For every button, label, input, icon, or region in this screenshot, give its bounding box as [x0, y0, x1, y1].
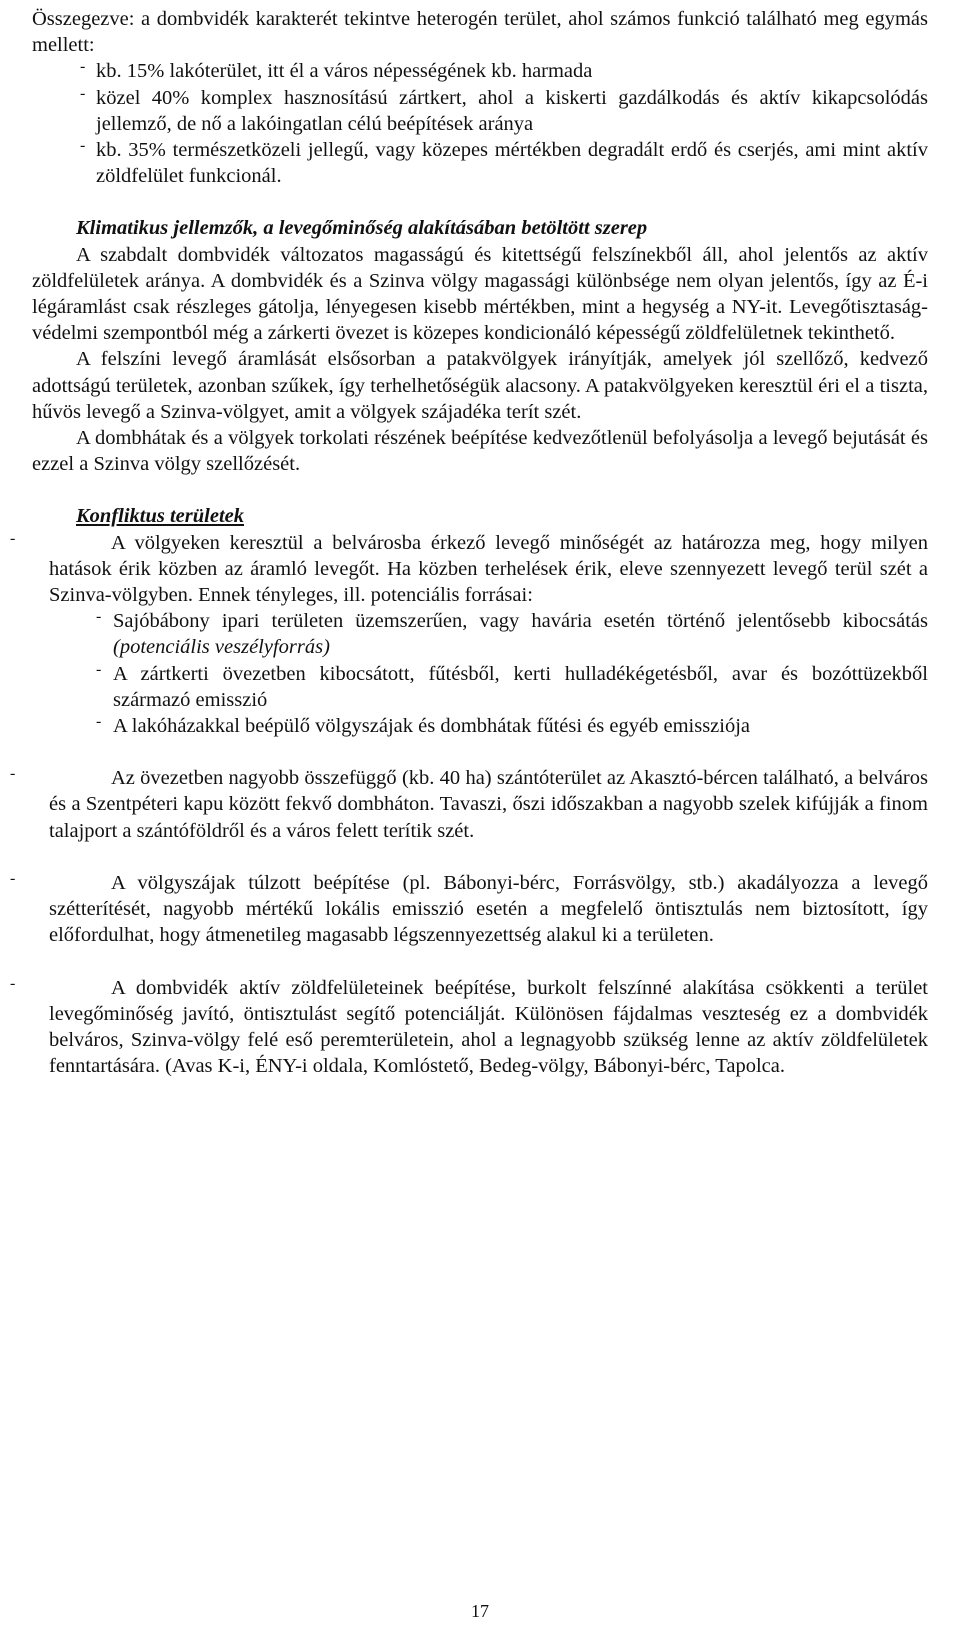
climate-paragraph-1: A szabdalt dombvidék változatos magasságú és kitettségű felszínekből áll, ahol jelentős az aktív zöldfelületek aránya. A dombvidék és a Szinva völgy magassági különbsége nem olyan jelentős, így az É-i légáramlást csak részleges gátolja, lényegesen kisebb mértékben, mint a hegység a NY-it. Levegőtisztaság-védelmi szempontból még a zárkerti övezet is közepes kondicionáló képességű zöldfelületnek tekinthető.: [32, 243, 928, 345]
conflict-item-1: [10, 529, 928, 740]
conflict-sub-item: - A lakóházakkal beépülő völgyszájak és dombhátak fűtési és egyéb emissziója: [49, 713, 928, 739]
conflict-item-text: A völgyeken keresztül a belvárosba érkező levegő minőségét az határozza meg, hogy milyen hatások érik közben az áramló levegőt. Ha közben terhelések érik, eleve szennyezett levegő terül szét a Szinva-völgyben. Ennek tényleges, ill. potenciális forrásai:: [49, 531, 928, 607]
summary-item-text: kb. 35% természetközeli jellegű, vagy közepes mértékben degradált erdő és cserjés, ami mint aktív zöldfelület funkcionál.: [96, 139, 928, 188]
summary-item-text: közel 40% komplex hasznosítású zártkert, ahol a kiskerti gazdálkodás és aktív kikapcsolódás jellemző, de nő a lakóingatlan célú beépítések aránya: [96, 86, 928, 135]
conflict-sub-list: [49, 608, 928, 739]
conflict-item-4: [10, 974, 928, 1080]
conflict-item-2: [10, 765, 928, 844]
conflict-dash: -: [10, 529, 16, 547]
conflict-sub-item-emphasis: (potenciális veszélyforrás): [113, 636, 330, 659]
conflict-dash: -: [10, 974, 16, 992]
climate-heading: Klimatikus jellemzők, a levegőminőség alakításában betöltött szerep: [76, 217, 648, 240]
conflict-item-3: [10, 869, 928, 949]
summary-intro: Összegezve: a dombvidék karakterét tekintve heterogén terület, ahol számos funkció található meg egymás mellett:: [32, 8, 928, 57]
summary-item: - kb. 15% lakóterület, itt él a város népességének kb. harmada: [32, 58, 928, 84]
summary-item: - közel 40% komplex hasznosítású zártkert, ahol a kiskerti gazdálkodás és aktív kikapcsolódás jellemző, de nő a lakóingatlan célú beépítések aránya: [32, 85, 928, 137]
conflict-sub-item-text: Sajóbábony ipari területen üzemszerűen, vagy havária esetén történő jelentősebb kibocsátás: [113, 610, 928, 633]
document-page: [10, 6, 928, 1079]
conflict-item-text: A dombvidék aktív zöldfelületeinek beépítése, burkolt felszínné alakítása csökkenti a terület levegőminőség javító, öntisztulást segítő potenciálját. Különösen fájdalmas veszteség ez a dombvidék belváros, Szinva-völgy felé eső peremterületein, ahol a legnagyobb szükség lenne az aktív zöldfelületek fenntartására. (Avas K-i, ÉNY-i oldala, Komlóstető, Bedeg-völgy, Bábonyi-bérc, Tapolca.: [49, 976, 928, 1078]
conflict-sub-item-text: A lakóházakkal beépülő völgyszájak és dombhátak fűtési és egyéb emissziója: [113, 715, 751, 738]
summary-list: [32, 58, 928, 189]
summary-item-text: kb. 15% lakóterület, itt él a város népességének kb. harmada: [96, 60, 593, 83]
conflict-item-text: Az övezetben nagyobb összefüggő (kb. 40 ha) szántóterület az Akasztó-bércen található, a belváros és a Szentpéteri kapu között fekvő dombháton. Tavaszi, őszi időszakban a nagyobb szelek kifújják a finom talajport a szántóföldről és a város felett terítik szét.: [49, 767, 928, 842]
conflict-dash: -: [10, 765, 16, 783]
conflicts-list: [10, 529, 928, 1080]
conflict-item-text: A völgyszájak túlzott beépítése (pl. Bábonyi-bérc, Forrásvölgy, stb.) akadályozza a levegő szétterítését, nagyobb mértékű lokális emisszió esetén a megfelelő öntisztulás nem biztosított, így előfordulhat, hogy átmenetileg magasabb légszennyezettség alakul ki a területen.: [49, 871, 928, 947]
summary-item: - kb. 35% természetközeli jellegű, vagy közepes mértékben degradált erdő és cserjés, ami mint aktív zöldfelület funkcionál.: [32, 137, 928, 189]
climate-paragraph-2: A felszíni levegő áramlását elsősorban a patakvölgyek irányítják, amelyek jól szellőző, kedvező adottságú területek, azonban szűkek, így terhelhetőségük alacsony. A patakvölgyeken keresztül éri el a tiszta, hűvös levegő a Szinva-völgyet, amit a völgyek szájadéka terít szét.: [32, 348, 928, 423]
climate-paragraph-3: A dombhátak és a völgyek torkolati részének beépítése kedvezőtlenül befolyásolja a levegő bejutását és ezzel a Szinva völgy szellőzését.: [32, 427, 928, 476]
conflict-sub-item-text: A zártkerti övezetben kibocsátott, fűtésből, kerti hulladékégetésből, avar és bozóttüzekből származó emisszió: [113, 662, 928, 711]
conflict-sub-item: - A zártkerti övezetben kibocsátott, fűtésből, kerti hulladékégetésből, avar és bozóttüzekből származó emisszió: [49, 661, 928, 713]
conflict-sub-item: - Sajóbábony ipari területen üzemszerűen, vagy havária esetén történő jelentősebb kibocsátás (potenciális veszélyforrás): [96, 608, 928, 659]
conflict-dash: -: [10, 869, 16, 887]
page-number: 17: [471, 1601, 489, 1621]
conflicts-heading: Konfliktus területek: [76, 505, 245, 528]
